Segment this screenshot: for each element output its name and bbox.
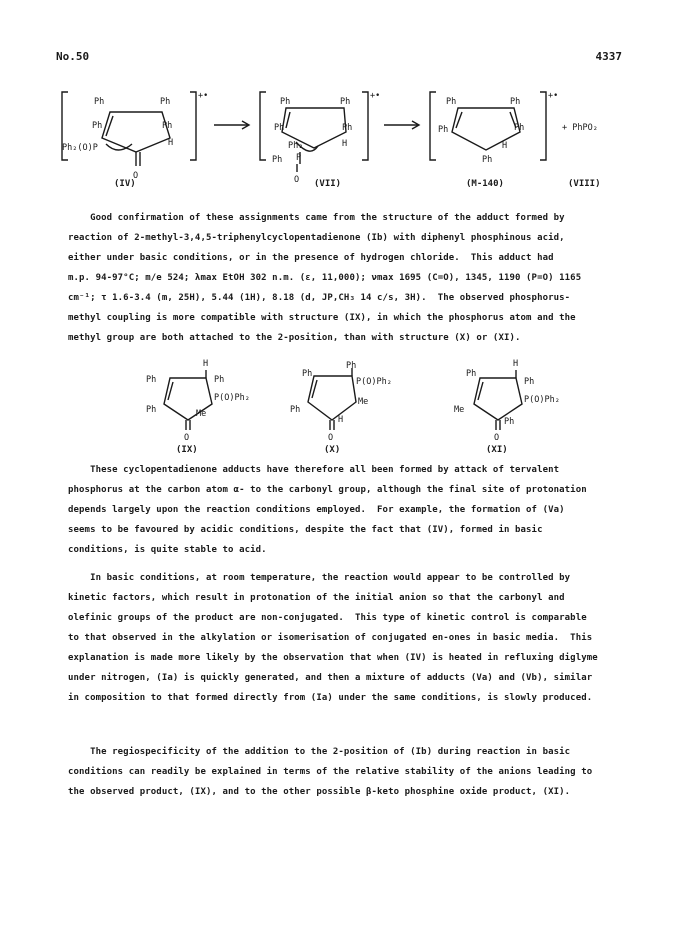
carbonyl-oxygen: O bbox=[328, 433, 334, 443]
diphenylphosphinoyl-group: P(O)Ph₂ bbox=[356, 377, 392, 387]
ph-substituent: Ph bbox=[340, 97, 351, 107]
text-line: kinetic factors, which result in protonation of the initial anion so that the carbonyl and bbox=[68, 593, 565, 603]
page-number: 4337 bbox=[595, 50, 622, 63]
ph-substituent: Ph bbox=[446, 97, 457, 107]
ph-substituent: Ph bbox=[160, 97, 171, 107]
compound-label-iv: (IV) bbox=[114, 179, 136, 189]
ph-substituent: Ph bbox=[466, 369, 477, 379]
carbonyl-oxygen: O bbox=[133, 171, 139, 181]
compound-label-m140: (M-140) bbox=[466, 179, 504, 189]
text-line: The regiospecificity of the addition to the 2-position of (Ib) during reaction in basic bbox=[68, 747, 571, 757]
compound-label-x: (X) bbox=[324, 445, 341, 455]
text-line: to that observed in the alkylation or isomerisation of conjugated en-ones in basic media. This bbox=[68, 633, 593, 643]
ph-substituent: Ph bbox=[482, 155, 493, 165]
ph-substituent: Ph bbox=[510, 97, 521, 107]
text-line: seems to be favoured by acidic conditions, despite the fact that (IV), formed in basic bbox=[68, 525, 543, 535]
text-line: methyl coupling is more compatible with structure (IX), in which the phosphorus atom and the bbox=[68, 313, 576, 323]
text-line: reaction of 2-methyl-3,4,5-triphenylcyclopentadienone (Ib) with diphenyl phosphinous acid, bbox=[68, 233, 565, 243]
phosphoryl-oxygen: O bbox=[294, 175, 300, 185]
compound-label-xi: (XI) bbox=[486, 445, 508, 455]
ph-substituent: Ph bbox=[214, 375, 225, 385]
text-line: conditions, is quite stable to acid. bbox=[68, 545, 267, 555]
text-line: olefinic groups of the product are non-conjugated. This type of kinetic control is comparable bbox=[68, 613, 587, 623]
ph-substituent: Ph bbox=[290, 405, 301, 415]
text-line: cm⁻¹; τ 1.6-3.4 (m, 25H), 5.44 (1H), 8.18 (d, JP,CH₃ 14 c/s, 3H). The observed phosphorus- bbox=[68, 293, 571, 303]
ph-substituent: Ph bbox=[162, 121, 173, 131]
h-atom: H bbox=[203, 359, 209, 369]
ph-substituent: Ph bbox=[524, 377, 535, 387]
text-line: either under basic conditions, or in the presence of hydrogen chloride. This adduct had bbox=[68, 253, 554, 263]
phosphorus-atom: P bbox=[296, 153, 302, 163]
compound-label-vii: (VII) bbox=[314, 179, 342, 189]
carbonyl-oxygen: O bbox=[494, 433, 500, 443]
methyl-group: Me bbox=[358, 397, 369, 407]
text-line: phosphorus at the carbon atom α- to the carbonyl group, although the final site of protonation bbox=[68, 485, 587, 495]
ph-substituent: Ph bbox=[92, 121, 103, 131]
h-atom: H bbox=[168, 138, 174, 148]
diphenylphosphinoyl-group: P(O)Ph₂ bbox=[214, 393, 250, 403]
ph-substituent: Ph bbox=[280, 97, 291, 107]
ph-substituent: Ph bbox=[274, 123, 285, 133]
diphenylphosphinoyl-group: Ph₂(O)P bbox=[62, 143, 98, 153]
text-line: the observed product, (IX), and to the other possible β-keto phosphine oxide product, (XI). bbox=[68, 787, 571, 797]
text-line: conditions can readily be explained in terms of the relative stability of the anions leading to bbox=[68, 767, 593, 777]
paragraph-tervalent-attack bbox=[68, 460, 628, 560]
h-atom: H bbox=[338, 415, 344, 425]
ph-substituent: Ph bbox=[94, 97, 105, 107]
methyl-group: Me bbox=[454, 405, 465, 415]
methyl-group: Me bbox=[196, 409, 207, 419]
text-line: m.p. 94-97°C; m/e 524; λmax EtOH 302 n.m. (ε, 11,000); νmax 1695 (C=O), 1345, 1190 (P=O) 1165 bbox=[68, 273, 582, 283]
ph-substituent: Ph bbox=[272, 155, 283, 165]
text-line: depends largely upon the reaction conditions employed. For example, the formation of (Va) bbox=[68, 505, 565, 515]
h-atom: H bbox=[342, 139, 348, 149]
text-line: These cyclopentadienone adducts have therefore all been formed by attack of tervalent bbox=[68, 465, 560, 475]
compound-label-viii: (VIII) bbox=[568, 179, 601, 189]
compound-label-ix: (IX) bbox=[176, 445, 198, 455]
diphenylphosphinoyl-group: P(O)Ph₂ bbox=[524, 395, 560, 405]
ph-substituent: Ph bbox=[302, 369, 313, 379]
ph-substituent: Ph bbox=[514, 123, 525, 133]
carbonyl-oxygen: O bbox=[184, 433, 190, 443]
ph-substituent: Ph bbox=[146, 375, 157, 385]
ph-substituent: Ph bbox=[438, 125, 449, 135]
text-line: In basic conditions, at room temperature, the reaction would appear to be controlled by bbox=[68, 573, 571, 583]
text-line: methyl group are both attached to the 2-position, than with structure (X) or (XI). bbox=[68, 333, 521, 343]
radical-cation-sign: +• bbox=[370, 91, 381, 101]
journal-issue: No.50 bbox=[56, 50, 90, 63]
text-line: in composition to that formed directly from (Ia) under the same conditions, is slowly produced. bbox=[68, 693, 593, 703]
radical-cation-sign: +• bbox=[198, 91, 209, 101]
h-atom: H bbox=[513, 359, 519, 369]
ph-substituent: Ph bbox=[346, 361, 357, 371]
h-atom: H bbox=[502, 141, 508, 151]
ph-substituent: Ph bbox=[146, 405, 157, 415]
text-line: Good confirmation of these assignments came from the structure of the adduct formed by bbox=[68, 213, 565, 223]
text-line: under nitrogen, (Ia) is quickly generated, and then a mixture of adducts (Va) and (Vb), similar bbox=[68, 673, 593, 683]
phpo2-product: + PhPO₂ bbox=[562, 123, 598, 133]
text-line: explanation is made more likely by the observation that when (IV) is heated in refluxing diglyme bbox=[68, 653, 598, 663]
paragraph-regiospecificity bbox=[68, 742, 628, 802]
ph-substituent: Ph bbox=[504, 417, 515, 427]
ph-substituent: Ph bbox=[342, 123, 353, 133]
radical-cation-sign: +• bbox=[548, 91, 559, 101]
structures-ix-x-xi bbox=[0, 0, 680, 460]
paragraph-kinetic-control bbox=[68, 568, 628, 708]
ph2-group: Ph₂ bbox=[288, 141, 304, 151]
